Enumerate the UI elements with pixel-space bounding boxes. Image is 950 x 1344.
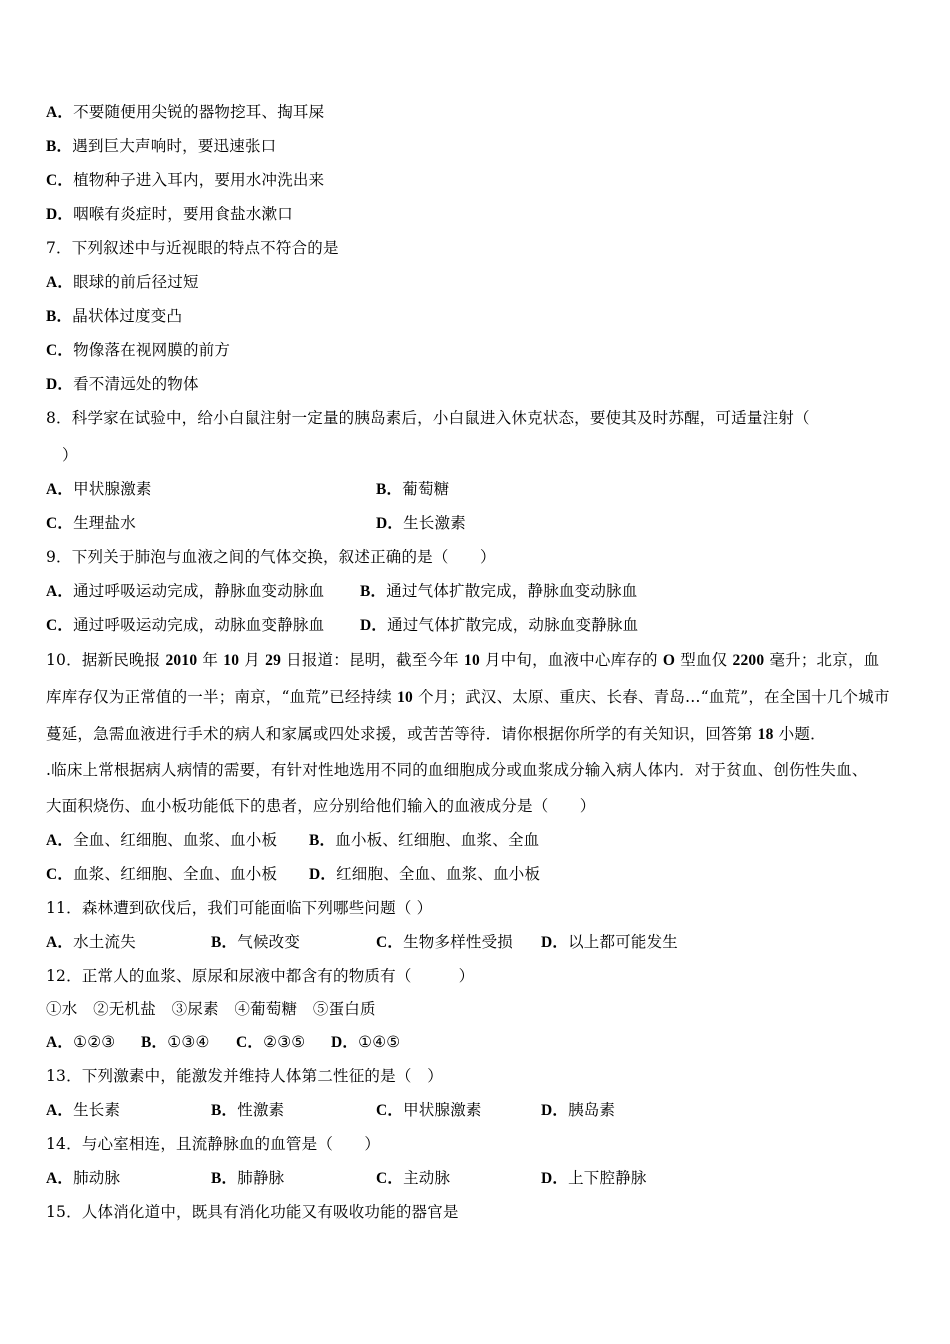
q12-option-c: C．②③⑤ (236, 1033, 306, 1051)
q11-stem: 11．森林遭到砍伐后，我们可能面临下列哪些问题（ ） (46, 899, 433, 917)
q9-option-d: D．通过气体扩散完成，动脉血变静脉血 (360, 616, 639, 634)
q7-option-b: B．晶状体过度变凸 (46, 307, 183, 325)
q12-option-a: A．①②③ (46, 1033, 116, 1051)
q14-option-b: B．肺静脉 (211, 1169, 285, 1187)
q10-stem-line4: .临床上常根据病人病情的需要，有针对性地选用不同的血细胞成分或血浆成分输入病人体内．对于贫血、创伤性失血、 (46, 761, 868, 779)
q12-items: ①水 ②无机盐 ③尿素 ④葡萄糖 ⑤蛋白质 (46, 1000, 376, 1018)
q10-option-d: D．红细胞、全血、血浆、血小板 (309, 865, 541, 883)
q13-option-c: C．甲状腺激素 (376, 1101, 482, 1119)
q10-stem-line3: 蔓延，急需血液进行手术的病人和家属或四处求援，或苦苦等待．请你根据你所学的有关知识，回答第 18 小题． (46, 725, 826, 743)
q10-option-c: C．血浆、红细胞、全血、血小板 (46, 865, 278, 883)
q9-stem: 9．下列关于肺泡与血液之间的气体交换，叙述正确的是（ ） (46, 548, 496, 566)
q12-stem: 12．正常人的血浆、原尿和尿液中都含有的物质有（ ） (46, 967, 475, 985)
q10-stem-line1: 10．据新民晚报 2010 年 10 月 29 日报道：昆明，截至今年 10 月中旬，血液中心库存的 O 型血仅 2200 毫升；北京，血 (46, 651, 880, 669)
q6-option-d: D．咽喉有炎症时，要用食盐水漱口 (46, 205, 293, 223)
q14-option-a: A．肺动脉 (46, 1169, 121, 1187)
q14-option-d: D．上下腔静脉 (541, 1169, 647, 1187)
q11-option-d: D．以上都可能发生 (541, 933, 678, 951)
q15-stem: 15．人体消化道中，既具有消化功能又有吸收功能的器官是 (46, 1203, 459, 1221)
q12-option-d: D．①④⑤ (331, 1033, 401, 1051)
q10-option-b: B．血小板、红细胞、血浆、全血 (309, 831, 540, 849)
q8-option-b: B．葡萄糖 (376, 480, 450, 498)
q10-stem-line2: 库库存仅为正常值的一半；南京，“血荒”已经持续 10 个月；武汉、太原、重庆、长春、青岛…“血荒”，在全国十几个城市 (46, 688, 890, 706)
q11-option-c: C．生物多样性受损 (376, 933, 513, 951)
q14-option-c: C．主动脉 (376, 1169, 451, 1187)
q8-option-c: C．生理盐水 (46, 514, 136, 532)
q6-option-b: B．遇到巨大声响时，要迅速张口 (46, 137, 277, 155)
q8-option-a: A．甲状腺激素 (46, 480, 152, 498)
q8-option-d: D．生长激素 (376, 514, 466, 532)
q12-option-b: B．①③④ (141, 1033, 210, 1051)
q10-stem-line5: 大面积烧伤、血小板功能低下的患者，应分别给他们输入的血液成分是（ ） (46, 797, 596, 815)
q7-option-c: C．物像落在视网膜的前方 (46, 341, 231, 359)
q8-stem-end: ） (62, 446, 78, 464)
q10-option-a: A．全血、红细胞、血浆、血小板 (46, 831, 278, 849)
q8-stem: 8．科学家在试验中，给小白鼠注射一定量的胰岛素后，小白鼠进入休克状态，要使其及时苏醒，可适量注射（ (46, 409, 810, 427)
q11-option-b: B．气候改变 (211, 933, 301, 951)
q9-option-a: A．通过呼吸运动完成，静脉血变动脉血 (46, 582, 325, 600)
q11-option-a: A．水土流失 (46, 933, 136, 951)
q14-stem: 14．与心室相连，且流静脉血的血管是（ ） (46, 1135, 381, 1153)
q13-stem: 13．下列激素中，能激发并维持人体第二性征的是（ ） (46, 1067, 443, 1085)
q13-option-d: D．胰岛素 (541, 1101, 616, 1119)
q6-option-a: A．不要随便用尖锐的器物挖耳、掏耳屎 (46, 103, 325, 121)
q9-option-b: B．通过气体扩散完成，静脉血变动脉血 (360, 582, 638, 600)
q9-option-c: C．通过呼吸运动完成，动脉血变静脉血 (46, 616, 325, 634)
q7-stem: 7．下列叙述中与近视眼的特点不符合的是 (46, 239, 339, 257)
q7-option-d: D．看不清远处的物体 (46, 375, 199, 393)
q13-option-b: B．性激素 (211, 1101, 285, 1119)
q6-option-c: C．植物种子进入耳内，要用水冲洗出来 (46, 171, 325, 189)
q13-option-a: A．生长素 (46, 1101, 121, 1119)
q7-option-a: A．眼球的前后径过短 (46, 273, 199, 291)
